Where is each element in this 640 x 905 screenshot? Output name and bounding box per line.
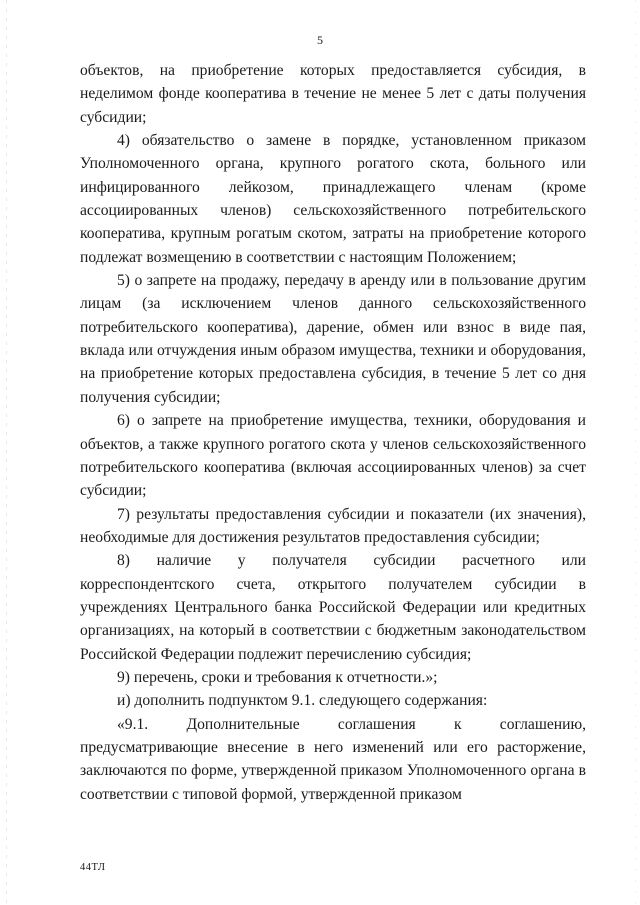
paragraph-item-4: 4) обязательство о замене в порядке, установленном приказом Уполномоченного органа, крупного рогатого скота, больного или инфицированного лейкозом, принадлежащего членам (кроме ассоциированных членов) сельскохозяйственного потребительского кооператива, крупным рогатым скотом, затраты на приобретение которого подлежат возмещению в соответствии с настоящим Положением; xyxy=(80,132,586,266)
document-body xyxy=(80,59,586,806)
paragraph-subitem-i: и) дополнить подпунктом 9.1. следующего содержания: xyxy=(117,692,488,710)
paragraph-section-9-1: «9.1. Дополнительные соглашения к соглашению, предусматривающие внесение в него изменений или его расторжение, заключаются по форме, утвержденной приказом Уполномоченного органа в соответствии с типовой формой, утвержденной приказом xyxy=(80,715,586,803)
footer-document-code: 44ТЛ xyxy=(80,862,106,873)
paragraph-item-6: 6) о запрете на приобретение имущества, техники, оборудования и объектов, а также крупного рогатого скота у членов сельскохозяйственного потребительского кооператива (включая ассоциированных членов) за счет субсидии; xyxy=(80,412,586,500)
paragraph-item-7: 7) результаты предоставления субсидии и показатели (их значения), необходимые для достижения результатов предоставления субсидии; xyxy=(80,505,586,546)
paragraph-continuation: объектов, на приобретение которых предоставляется субсидия, в неделимом фонде кооператива в течение не менее 5 лет с даты получения субсидии; xyxy=(80,62,586,126)
paragraph-item-5: 5) о запрете на продажу, передачу в аренду или в пользование другим лицам (за исключением членов данного сельскохозяйственного потребительского кооператива), дарение, обмен или взнос в виде пая, вклада или отчуждения иным образом имущества, техники и оборудования, на приобретение которых предоставлена субсидия, в течение 5 лет со дня получения субсидии; xyxy=(80,272,586,406)
page-number: 5 xyxy=(317,33,323,47)
scan-edge-right xyxy=(635,0,636,905)
paragraph-item-8: 8) наличие у получателя субсидии расчетного или корреспондентского счета, открытого получателем субсидии в учреждениях Центрального банка Российской Федерации или кредитных организациях, на который в соответствии с бюджетным законодательством Российской Федерации подлежит перечислению субсидия; xyxy=(80,552,586,663)
scan-edge-left xyxy=(6,0,7,905)
paragraph-item-9: 9) перечень, сроки и требования к отчетности.»; xyxy=(117,668,438,686)
